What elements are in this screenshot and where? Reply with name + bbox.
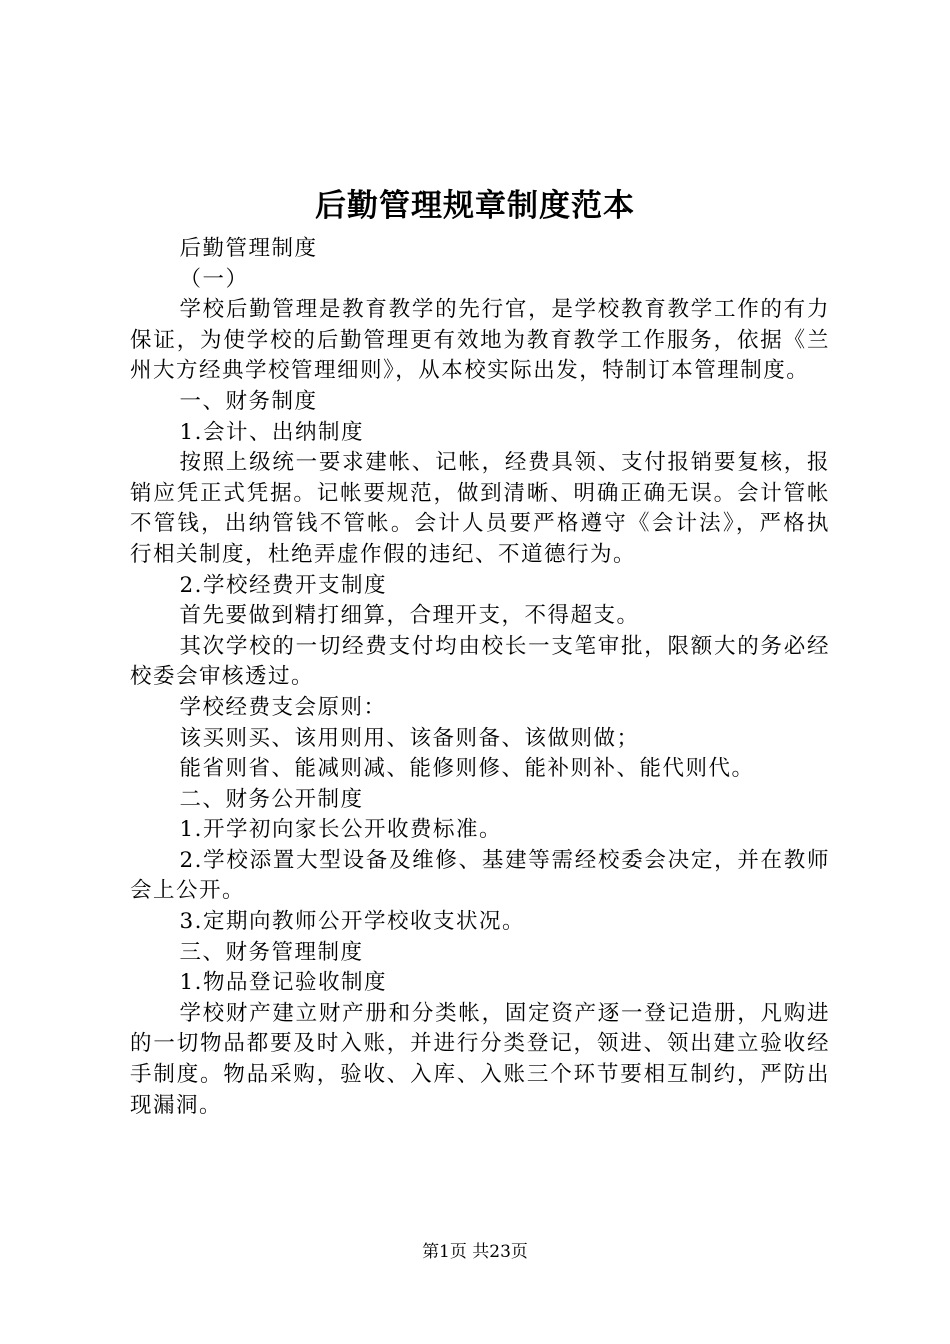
paragraph-disclosure-three: 3.定期向教师公开学校收支状况。 (179, 909, 525, 935)
subsection-heading-expense: 2.学校经费开支制度 (179, 572, 387, 598)
paragraph-expense-principle: 学校经费支会原则： (179, 694, 387, 720)
paragraph-principle-two: 能省则省、能减则减、能修则修、能补则补、能代则代。 (179, 756, 755, 782)
section-heading-disclosure: 二、财务公开制度 (179, 786, 364, 812)
document-body (130, 234, 830, 1121)
paragraph-subheading-one: （一） (179, 266, 249, 292)
section-heading-management: 三、财务管理制度 (179, 939, 364, 965)
subsection-heading-registration: 1.物品登记验收制度 (179, 970, 387, 996)
document-title: 后勤管理规章制度范本 (315, 188, 635, 224)
subsection-heading-accounting: 1.会计、出纳制度 (179, 419, 364, 445)
section-heading-finance: 一、财务制度 (179, 388, 318, 414)
paragraph-disclosure-two: 2.学校添置大型设备及维修、基建等需经校委会决定，并在教师会上公开。 (130, 847, 830, 904)
paragraph-principle-one: 该买则买、该用则用、该备则备、该做则做； (179, 725, 640, 751)
paragraph-intro: 学校后勤管理是教育教学的先行官，是学校教育教学工作的有力保证，为使学校的后勤管理更有效地为教育教学工作服务，依据《兰州大方经典学校管理细则》，从本校实际出发，特制订本管理制度。 (130, 297, 830, 384)
paragraph-disclosure-one: 1.开学初向家长公开收费标准。 (179, 817, 502, 843)
paragraph-registration: 学校财产建立财产册和分类帐，固定资产逐一登记造册，凡购进的一切物品都要及时入账，并进行分类登记，领进、领出建立验收经手制度。物品采购，验收、入库、入账三个环节要相互制约，严防出现漏洞。 (130, 1000, 830, 1118)
paragraph-expense-first: 首先要做到精打细算，合理开支，不得超支。 (179, 603, 640, 629)
paragraph-accounting: 按照上级统一要求建帐、记帐，经费具领、支付报销要复核，报销应凭正式凭据。记帐要规范，做到清晰、明确正确无误。会计管帐不管钱，出纳管钱不管帐。会计人员要严格遵守《会计法》，严格执行相关制度，杜绝弄虚作假的违纪、不道德行为。 (130, 450, 830, 567)
page-footer: 第1页 共23页 (422, 1242, 528, 1262)
paragraph-expense-second: 其次学校的一切经费支付均由校长一支笔审批，限额大的务必经校委会审核透过。 (130, 633, 830, 690)
paragraph-heading-main: 后勤管理制度 (179, 236, 318, 261)
